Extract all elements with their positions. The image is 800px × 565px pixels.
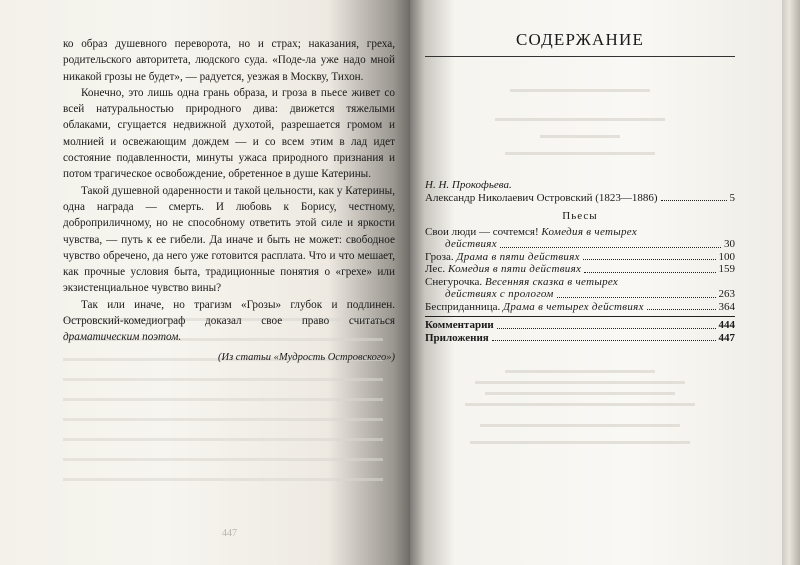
leader-dots	[584, 272, 715, 273]
bleed-through-line	[465, 403, 695, 406]
leader-dots	[647, 309, 716, 310]
bleed-through-line	[63, 418, 383, 421]
toc-entry[interactable]	[425, 301, 735, 314]
bleed-through-line	[480, 424, 680, 427]
toc-entry-title: Снегурочка.	[425, 275, 483, 288]
bleed-through-line	[540, 135, 620, 138]
toc-entry-page: 5	[729, 191, 735, 204]
toc-entry-subtitle: Драма в пяти действиях	[456, 250, 580, 263]
toc-entry-subtitle: Весенняя сказка в четырех	[484, 275, 619, 288]
page-edge	[782, 0, 800, 565]
divider	[425, 316, 735, 317]
toc-entry-title: Лес.	[425, 263, 446, 275]
toc-entry-title: Александр Николаевич Островский (1823—1886)	[425, 191, 658, 204]
leader-dots	[497, 328, 716, 329]
paragraph: ко образ душевного переворота, но и страх; наказания, греха, родительского авторитета, людского суда. «Поде-ла уже надо мной никакой грозы не будет», — радуется, уезжая в Москву, Тихон.	[63, 38, 395, 83]
toc-entry-title: Свои люди — сочтемся!	[425, 225, 539, 238]
bleed-through-line	[63, 458, 383, 461]
bleed-through-line	[485, 392, 675, 395]
bleed-through-line	[510, 89, 650, 92]
intro-author: Н. Н. Прокофьева.	[425, 179, 512, 191]
toc-entry-subtitle-cont: действиях	[445, 238, 497, 250]
toc-entry[interactable]	[425, 226, 735, 251]
toc-entry[interactable]	[425, 319, 735, 332]
paragraph-text: Так или иначе, но трагизм «Грозы» глубок и подлинен. Островский-комедиограф доказал свое право считаться	[63, 298, 395, 328]
toc-entry-subtitle: Комедия в пяти действиях	[447, 263, 582, 275]
toc-entry-title: Гроза.	[425, 250, 454, 263]
toc-title: СОДЕРЖАНИЕ	[425, 30, 735, 57]
leader-dots	[557, 297, 716, 298]
section-heading: Пьесы	[562, 210, 598, 222]
bleed-through-line	[63, 478, 383, 481]
paragraph	[63, 297, 395, 346]
toc-entry-title: Приложения	[425, 331, 489, 344]
bleed-through-line	[495, 118, 665, 121]
toc-entry[interactable]	[425, 332, 735, 345]
leader-dots	[661, 200, 727, 201]
toc-entry-title: Комментарии	[425, 319, 494, 331]
toc-entry-page: 447	[718, 331, 735, 344]
toc-entry-title: Бесприданница.	[425, 300, 501, 313]
toc-entry[interactable]	[425, 251, 735, 264]
leader-dots	[500, 247, 721, 248]
leader-dots	[583, 259, 716, 260]
paragraph: Такой душевной одаренности и такой цельности, как у Катерины, одна награда — смерть. И любовь к Борису, честному, доброприличному, но не способному ответить этой силе и яркости чувства, — путь к ее гибели. Да иначе и быть не может: свободное чувство обречено, да него уже готовится расплата. Что и что мешает, как прочные условия быта, традиционные понятия о «грехе» или экзистенциальное чувство вины?	[63, 184, 395, 295]
toc-entry-subtitle: Комедия в четырех	[541, 225, 638, 238]
toc-entry-page: 444	[718, 319, 735, 331]
bleed-through-line	[505, 152, 655, 155]
page-number: 447	[222, 528, 237, 539]
table-of-contents	[425, 179, 735, 444]
bleed-through-line	[475, 381, 685, 384]
toc-header	[425, 30, 735, 155]
toc-entry-subtitle: Драма в четырех действиях	[503, 300, 644, 313]
toc-entry[interactable]	[425, 263, 735, 276]
toc-entry-page: 30	[724, 238, 735, 250]
italic-phrase: драматическим поэтом.	[63, 331, 182, 344]
bleed-through-line	[505, 370, 655, 373]
bleed-through-line	[63, 378, 383, 381]
leader-dots	[492, 340, 716, 341]
toc-entry[interactable]	[425, 192, 735, 205]
toc-entry[interactable]	[425, 276, 735, 301]
toc-entry-page: 100	[718, 250, 735, 263]
bleed-through-line	[63, 438, 383, 441]
paragraph: Конечно, это лишь одна грань образа, и гроза в пьесе живет со всей натуральностью природного дива: движется тяжелыми облаками, сгущается недвижной духотой, разрешается громом и молнией и освежающим дождем — и со всем этим в лад идет состояние подавленности, минуты ужаса природного признания и потом трагическое освобождение, обретенное в душе Катерины.	[63, 86, 395, 181]
toc-entry-subtitle-cont: действиях с прологом	[445, 288, 554, 300]
toc-entry-page: 263	[718, 288, 735, 300]
toc-entry-page: 364	[718, 300, 735, 313]
left-page-text	[63, 36, 395, 366]
toc-entry-page: 159	[718, 263, 735, 275]
bleed-through-line	[63, 398, 383, 401]
bleed-through-line	[470, 441, 690, 444]
source-citation: (Из статьи «Мудрость Островского»)	[217, 351, 395, 363]
